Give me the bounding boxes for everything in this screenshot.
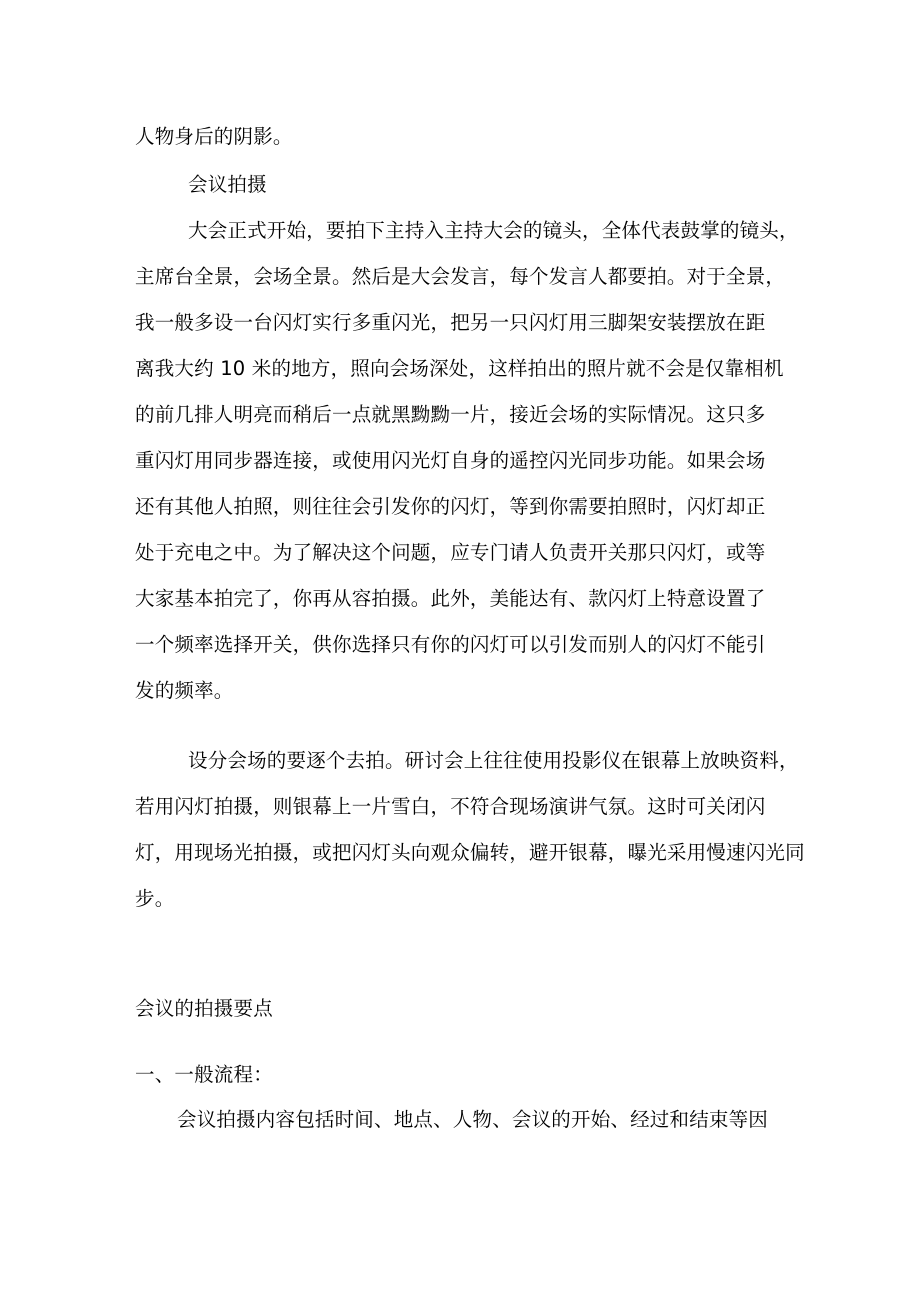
section-heading: 会议拍摄 [188,173,267,196]
section-heading: 会议的拍摄要点 [135,997,273,1020]
heading-key-points [135,986,795,1032]
paragraph-line: 灯，用现场光拍摄，或把闪灯头向观众偏转，避开银幕，曝光采用慢速闪光同 [135,841,805,864]
paragraph-1 [135,208,799,714]
paragraph-line: 主席台全景，会场全景。然后是大会发言，每个发言人都要拍。对于全景， [135,265,786,288]
paragraph-line: 设分会场的要逐个去拍。研讨会上往往使用投影仪在银幕上放映资料， [188,749,799,772]
paragraph-line: 的前几排人明亮而稍后一点就黑黝黝一片，接近会场的实际情况。这只多 [135,403,766,426]
paragraph-3 [135,1097,795,1143]
paragraph-line: 若用闪灯拍摄，则银幕上一片雪白，不符合现场演讲气氛。这时可关闭闪 [135,795,766,818]
paragraph-line: 大家基本拍完了，你再从容拍摄。此外，美能达有、款闪灯上特意设置了 [135,587,766,610]
paragraph-line: 大会正式开始，要拍下主持入主持大会的镜头，全体代表鼓掌的镜头， [188,219,799,242]
paragraph-line: 发的频率。 [135,679,234,702]
paragraph-2 [135,738,805,922]
heading-general-process [135,1052,795,1098]
paragraph-line: 处于充电之中。为了解决这个问题，应专门请人负责开关那只闪灯，或等 [135,541,766,564]
paragraph-line: 我一般多设一台闪灯实行多重闪光，把另一只闪灯用三脚架安装摆放在距 [135,311,766,334]
paragraph-line: 离我大约 10 米的地方，照向会场深处，这样拍出的照片就不会是仅靠相机 [135,357,784,380]
section-heading: 一、一般流程： [135,1063,273,1086]
paragraph-line: 步。 [135,887,175,910]
heading-meeting-shoot [135,162,795,208]
paragraph-line: 一个频率选择开关，供你选择只有你的闪灯可以引发而别人的闪灯不能引 [135,633,766,656]
paragraph-line: 还有其他人拍照，则往往会引发你的闪灯，等到你需要拍照时，闪灯却正 [135,495,766,518]
paragraph-line: 会议拍摄内容包括时间、地点、人物、会议的开始、经过和结束等因 [177,1108,769,1131]
paragraph-line: 人物身后的阴影。 [135,125,293,148]
text-line-top [135,114,795,160]
paragraph-line: 重闪灯用同步器连接，或使用闪光灯自身的遥控闪光同步功能。如果会场 [135,449,766,472]
